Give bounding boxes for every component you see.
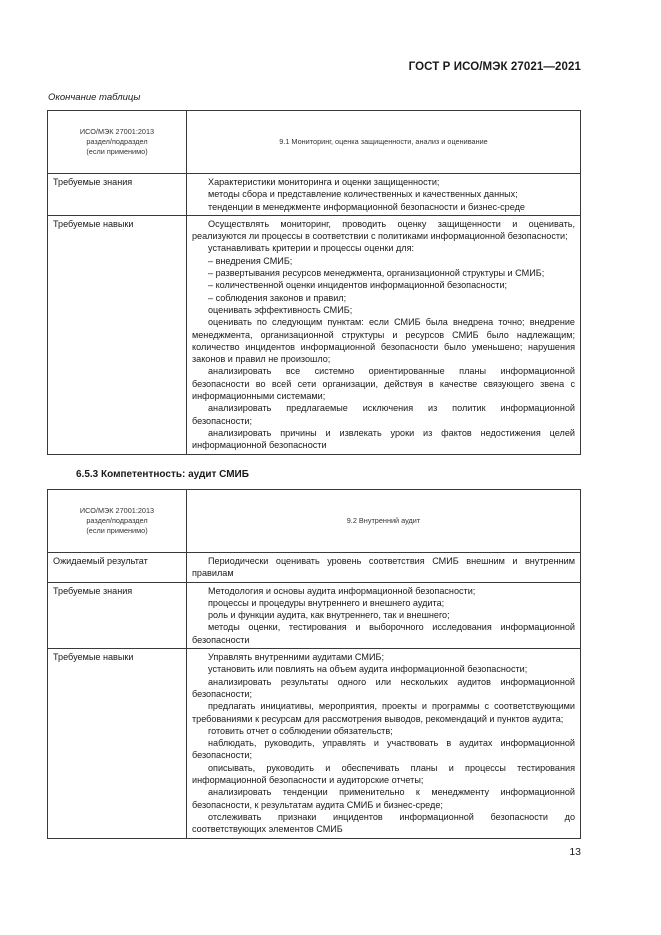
table-header-row: [48, 111, 581, 174]
document-header: ГОСТ Р ИСО/МЭК 27021—2021: [408, 61, 581, 73]
list-item: – количественной оценки инцидентов информационной безопасности;: [208, 280, 508, 291]
header-line: раздел/подраздел: [86, 136, 148, 146]
list-item: тенденции в менеджменте информационной безопасности и бизнес-среде: [208, 201, 525, 212]
list-item: готовить отчет о соблюдении обязательств;: [208, 725, 393, 736]
table-row: [48, 215, 581, 454]
list-item: устанавливать критерии и процессы оценки для:: [208, 243, 415, 254]
list-item: – внедрения СМИБ;: [208, 255, 293, 266]
header-line: (если применимо): [86, 147, 148, 157]
header-standard-reference: [48, 111, 187, 174]
header-standard-reference: [48, 490, 187, 553]
paragraph: анализировать причины и извлекать уроки из фактов недостижения целей информационной безопасности: [192, 427, 575, 451]
row-label: Ожидаемый результат: [48, 553, 187, 583]
header-line: ИСО/МЭК 27001:2013: [79, 126, 155, 136]
list-item: Характеристики мониторинга и оценки защищенности;: [208, 177, 440, 187]
paragraph: наблюдать, руководить, управлять и участвовать в аудитах информационной безопасности;: [192, 738, 575, 761]
row-label: Требуемые знания: [48, 582, 187, 648]
row-label: Требуемые навыки: [48, 215, 187, 454]
row-label: Требуемые навыки: [48, 649, 187, 838]
row-content: [187, 553, 581, 583]
row-content: [187, 174, 581, 216]
list-item: Методология и основы аудита информационной безопасности;: [208, 585, 476, 596]
list-item: установить или повлиять на объем аудита информационной безопасности;: [208, 664, 528, 675]
paragraph: анализировать предлагаемые исключения из политик информационной безопасности;: [192, 403, 575, 426]
table-row: [48, 553, 581, 583]
table-row: [48, 174, 581, 216]
header-clause-title: 9.1 Мониторинг, оценка защищенности, анализ и оценивание: [187, 111, 581, 174]
header-line: (если применимо): [86, 526, 148, 536]
row-label: Требуемые знания: [48, 174, 187, 216]
paragraph: анализировать тенденции применительно к менеджменту информационной безопасности, к результатам аудита СМИБ и бизнес-среде;: [192, 787, 575, 810]
header-line: ИСО/МЭК 27001:2013: [79, 505, 155, 515]
row-content: [187, 582, 581, 648]
page-number: 13: [569, 846, 581, 858]
paragraph: анализировать все системно ориентированные планы информационной безопасности во всей сети организации, действуя в качестве связующего звена с информационными системами;: [192, 366, 575, 402]
row-content: [187, 649, 581, 838]
table-row: [48, 649, 581, 838]
table-row: [48, 582, 581, 648]
paragraph: анализировать результаты одного или нескольких аудитов информационной безопасности;: [192, 676, 575, 699]
list-item: роль и функции аудита, как внутреннего, так и внешнего;: [208, 610, 450, 621]
list-item: – соблюдения законов и правил;: [208, 292, 347, 303]
header-clause-title: 9.2 Внутренний аудит: [187, 490, 581, 553]
table-internal-audit: [47, 489, 581, 839]
paragraph: методы оценки, тестирования и выборочного исследования информационной безопасности: [192, 622, 575, 645]
list-item: методы сбора и представление количественных и качественных данных;: [208, 189, 518, 200]
section-title: 6.5.3 Компетентность: аудит СМИБ: [76, 469, 249, 480]
paragraph: отслеживать признаки инцидентов информационной безопасности до соответствующих элементов СМИБ: [192, 811, 575, 835]
paragraph: Осуществлять мониторинг, проводить оценку защищенности и оценивать, реализуются ли процессы в соответствии с политиками информационной безопасности;: [192, 218, 575, 242]
paragraph: предлагать инициативы, мероприятия, проекты и программы с соответствующими требованиями к ресурсам для рассмотрения выводов, рекомендаций и пунктов аудита;: [192, 701, 575, 724]
list-item: Управлять внутренними аудитами СМИБ;: [208, 652, 384, 663]
table-continuation-caption: Окончание таблицы: [48, 92, 141, 103]
row-content: [187, 215, 581, 454]
paragraph: Периодически оценивать уровень соответствия СМИБ внешним и внутренним правилам: [192, 556, 575, 579]
list-item: оценивать эффективность СМИБ;: [208, 304, 353, 315]
list-item: процессы и процедуры внутреннего и внешнего аудита;: [208, 597, 445, 608]
table-monitoring: [47, 110, 581, 455]
paragraph: описывать, руководить и обеспечивать планы и процессы тестирования информационной безопасности и аудиторские отчеты;: [192, 762, 575, 786]
header-line: раздел/подраздел: [86, 515, 148, 525]
list-item: – развертывания ресурсов менеджмента, организационной структуры и СМИБ;: [208, 268, 545, 279]
paragraph: оценивать по следующим пунктам: если СМИБ была внедрена точно; внедрение менеджмента, организационной структуры и ресурсов СМИБ было надлежащим; количество инцидентов информационной безопасности было уменьшено; нарушения законов и правил не произошло;: [192, 317, 575, 365]
table-header-row: [48, 490, 581, 553]
